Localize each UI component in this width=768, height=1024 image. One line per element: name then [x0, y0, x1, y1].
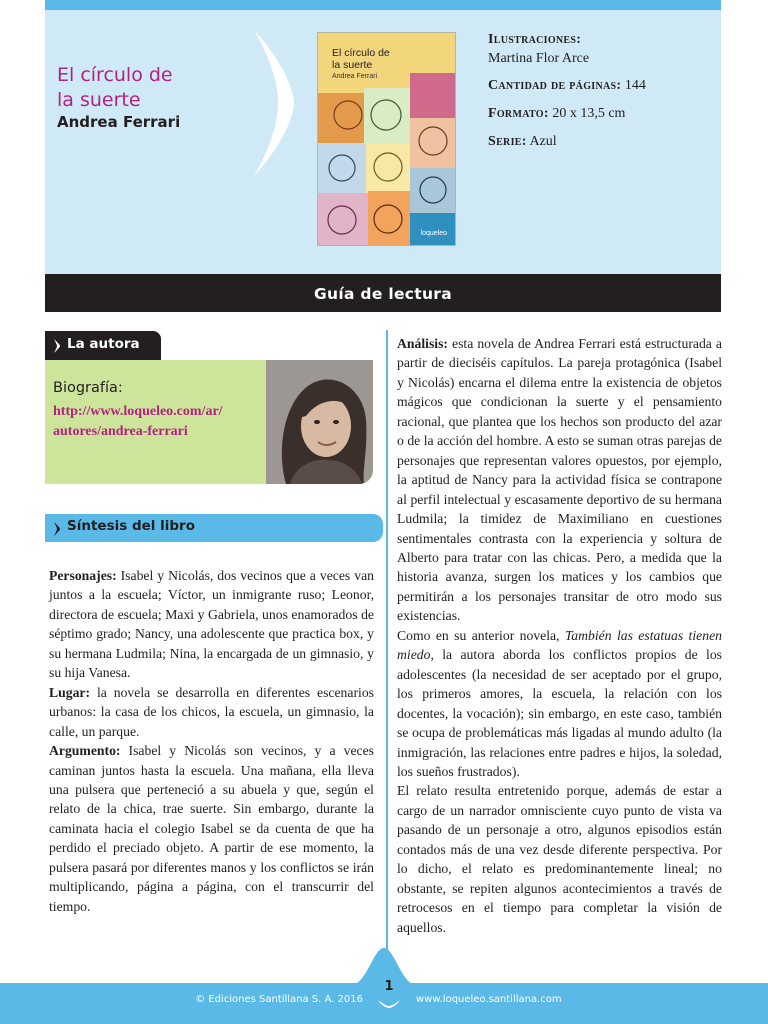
- characters-paragraph: Personajes: Isabel y Nicolás, dos vecinos que a veces van juntos a la escuela; Víctor, un inmigrante ruso; Leonor, directora de escuela; Maxi y Gabriela, unos enamorados de séptimo grado; Nancy, una adolescente que practica box, y su hermana Ludmila; Nina, la encargada de un gimnasio, y su hija Vanesa.: [49, 568, 374, 681]
- copyright-text: © Ediciones Santillana S. A. 2016: [195, 994, 363, 1005]
- chevron-right-icon: [53, 338, 61, 354]
- author-section-tab: [45, 331, 161, 360]
- book-cover: [317, 32, 456, 246]
- footer-bar: [0, 979, 768, 1024]
- book-author: Andrea Ferrari: [57, 113, 181, 131]
- synthesis-section-label: Síntesis del libro: [67, 518, 195, 534]
- plot-paragraph: Argumento: Isabel y Nicolás son vecinos, y a veces caminan juntos hasta la escuela. Una mañana, ella lleva una pulsera que perteneció a su abuela y que, según el relato de la chica, trae suerte. Sin embargo, durante la caminata hacia el colegio Isabel se da cuenta de que ha perdido el preciado objeto. A partir de ese momento, la pulsera pasará por diferentes manos y los conflictos se irán multiplicando, página a página, con el transcurrir del tiempo.: [49, 743, 374, 914]
- page-number: 1: [384, 979, 394, 994]
- spec-pages: Cantidad de páginas: 144: [488, 78, 646, 93]
- biography-title: Biografía:: [53, 380, 123, 396]
- author-photo: [266, 360, 373, 484]
- reading-guide-label: Guía de lectura: [314, 285, 452, 303]
- page-chevron-icon: [377, 999, 401, 1009]
- analysis-paragraph: Análisis: esta novela de Andrea Ferrari está estructurada a partir de dieciséis capítulos. La pareja protagónica (Isabel y Nicolás) encarna el dilema entre la existencia de objetos mágicos que condicionan la suerte y el pensamiento racional, que plantea que los hechos son producto del azar o de la acción del hombre. A esto se suman otras parejas de personajes que representan valores opuestos, por ejemplo, la aptitud de Nancy para la actividad física se contrapone al perfil intelectual y escasamente deportivo de su hermana Ludmila; la timidez de Maximiliano en cuestiones sentimentales contrasta con la experiencia y soltura de Alberto para tratar con las chicas. Pero, a medida que la historia avanza, surgen los matices y los cambios que permitirán a los personajes transitar de otro modo sus existencias.: [397, 336, 722, 624]
- spec-format: Formato: 20 x 13,5 cm: [488, 106, 626, 121]
- synthesis-section-tab: [45, 514, 383, 542]
- cover-title: El círculo de la suerte: [332, 47, 390, 71]
- cover-brand-logo: loqueleo: [420, 230, 447, 237]
- narrative-paragraph: El relato resulta entretenido porque, además de estar a cargo de un narrador omnisciente cuyo punto de vista va pasando de un personaje a otro, algunos episodios están contados más de una vez desde diferente perspectiva. Por lo dicho, el relato es predominantemente lineal; no obstante, se repiten algunos acontecimientos a través de retrocesos en el tiempo para completar la visión de aquellos.: [397, 783, 722, 935]
- header-panel: [45, 10, 721, 274]
- column-divider: [386, 330, 388, 985]
- biography-link[interactable]: http://www.loqueleo.com/ar/ autores/andrea-ferrari: [53, 404, 223, 439]
- chevron-decoration-icon: [250, 28, 296, 178]
- place-paragraph: Lugar: la novela se desarrolla en diferentes escenarios urbanos: la casa de los chicos, la escuela, un gimnasio, la calle, un parque.: [49, 684, 374, 739]
- spec-series: Serie: Azul: [488, 134, 557, 149]
- book-specs: [488, 30, 646, 156]
- book-title: [57, 63, 173, 113]
- book-title-line2: la suerte: [57, 89, 141, 111]
- previous-novel-paragraph: Como en su anterior novela, También las estatuas tienen miedo, la autora aborda los conflictos propios de los adolescentes (la necesidad de ser aceptado por el grupo, los primeros amores, la escuela, la relación con los docentes, la vocación); sin embargo, en este caso, también se ocupa de problemáticas más ligadas al mundo adulto (la inmigración, las relaciones entre padres e hijos, la soledad, los sueños frustrados).: [397, 627, 722, 779]
- spec-illustrations: Ilustraciones: Martina Flor Arce: [488, 32, 590, 66]
- analysis-column: [397, 334, 722, 937]
- synthesis-column: [49, 566, 374, 916]
- author-section-label: La autora: [67, 336, 140, 352]
- chevron-right-icon: [53, 521, 61, 537]
- top-strip: [45, 0, 721, 10]
- reading-guide-band: [45, 274, 721, 312]
- biography-box: [45, 360, 373, 484]
- book-title-line1: El círculo de: [57, 64, 173, 86]
- cover-author: Andrea Ferrari: [332, 73, 378, 80]
- website-link[interactable]: www.loqueleo.santillana.com: [416, 994, 562, 1005]
